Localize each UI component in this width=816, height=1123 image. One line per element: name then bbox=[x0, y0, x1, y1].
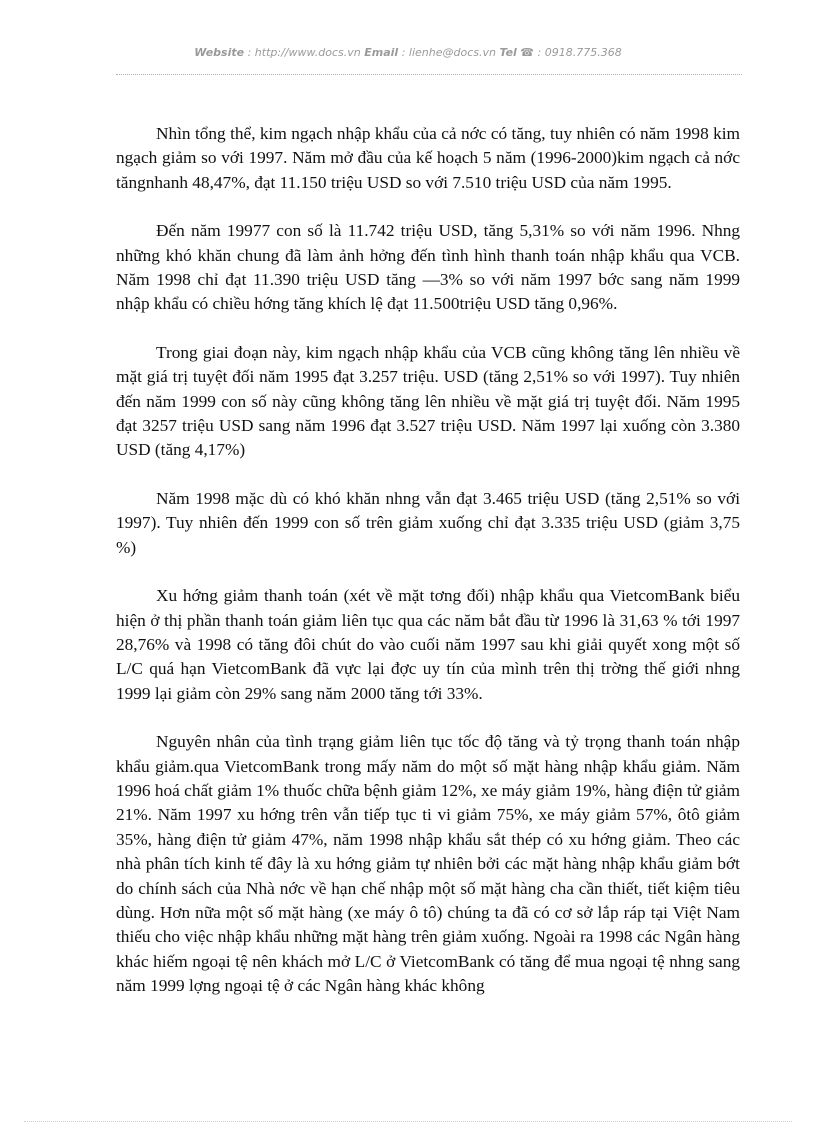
page-bottom-divider bbox=[24, 1121, 792, 1122]
website-label: Website bbox=[194, 46, 245, 59]
header-divider bbox=[116, 74, 742, 75]
paragraph-3: Trong giai đoạn này, kim ngạch nhập khẩu của VCB cũng không tăng lên nhiều về mặt giá trị tuyệt đối năm 1995 đạt 3.257 triệu. USD (tăng 2,51% so với 1997). Tuy nhiên đến năm 1999 con số này cũng không tăng lên nhiều về mặt giá trị tuyệt đối. Năm 1995 đạt 3257 triệu USD sang năm 1996 đạt 3.527 triệu USD. Năm 1997 lại xuống còn 3.380 USD (tăng 4,17%) bbox=[116, 342, 740, 460]
website-value[interactable]: : http://www.docs.vn bbox=[244, 46, 365, 59]
paragraph-2: Đến năm 19977 con số là 11.742 triệu USD, tăng 5,31% so với năm 1996. Nhng những khó khăn chung đã làm ảnh hởng đến tình hình thanh toán nhập khẩu qua VCB. Năm 1998 chỉ đạt 11.390 triệu USD tăng —3% so với năm 1997 bớc sang năm 1999 nhập khẩu có chiều hớng tăng khích lệ đạt 11.500triệu USD tăng 0,96%. bbox=[116, 221, 740, 314]
page-header bbox=[0, 46, 816, 59]
email-label: Email bbox=[364, 46, 399, 59]
paragraph-6: Nguyên nhân của tình trạng giảm liên tục tốc độ tăng và tỷ trọng thanh toán nhập khẩu giảm.qua VietcomBank trong mấy năm do một số mặt hàng nhập khẩu giảm. Năm 1996 hoá chất giảm 1% thuốc chữa bệnh giảm 12%, xe máy giảm 19%, hàng điện tử giảm 21%. Năm 1997 xu hớng trên vẫn tiếp tục ti vi giảm 75%, xe máy giảm 57%, ôtô giảm 35%, hàng điện tử giảm 47%, năm 1998 nhập khẩu sắt thép có xu hớng giảm. Theo các nhà phân tích kinh tế đây là xu hớng giảm tự nhiên bởi các mặt hàng nhập khẩu giảm bớt do chính sách của Nhà nớc về hạn chế nhập một số mặt hàng cha cần thiết, tiết kiệm tiêu dùng. Hơn nữa một số mặt hàng (xe máy ô tô) chúng ta đã có cơ sở lắp ráp tại Việt Nam thiếu cho việc nhập khẩu những mặt hàng trên giảm xuống. Ngoài ra 1998 các Ngân hàng khác hiếm ngoại tệ nên khách mở L/C ở VietcomBank có tăng để mua ngoại tệ nhng sang năm 1999 lợng ngoại tệ ở các Ngân hàng khác không bbox=[116, 732, 740, 996]
paragraph-5: Xu hớng giảm thanh toán (xét về mặt tơng đối) nhập khẩu qua VietcomBank biểu hiện ở thị phần thanh toán giảm liên tục qua các năm bắt đầu từ 1996 là 31,63 % tới 1997 28,76% và 1998 có tăng đôi chút do vào cuối năm 1997 sau khi giải quyết xong một số L/C quá hạn VietcomBank đã vực lại đợc uy tín của mình trên thị trờng thế giới nhng 1999 lại giảm còn 29% sang năm 2000 tăng tới 33%. bbox=[116, 586, 740, 703]
tel-label: Tel bbox=[499, 46, 517, 59]
document-body bbox=[116, 122, 740, 1023]
paragraph-1: Nhìn tổng thể, kim ngạch nhập khẩu của cả nớc có tăng, tuy nhiên có năm 1998 kim ngạch giảm so với 1997. Năm mở đầu của kế hoạch 5 năm (1996-2000)kim ngạch cả nớc tăngnhanh 48,47%, đạt 11.150 triệu USD so với 7.510 triệu USD của năm 1995. bbox=[116, 124, 740, 192]
email-value[interactable]: : lienhe@docs.vn bbox=[398, 46, 500, 59]
paragraph-4: Năm 1998 mặc dù có khó khăn nhng vẫn đạt 3.465 triệu USD (tăng 2,51% so với 1997). Tuy nhiên đến 1999 con số trên giảm xuống chỉ đạt 3.335 triệu USD (giảm 3,75 %) bbox=[116, 488, 740, 557]
tel-value: ☎ : 0918.775.368 bbox=[516, 46, 622, 59]
